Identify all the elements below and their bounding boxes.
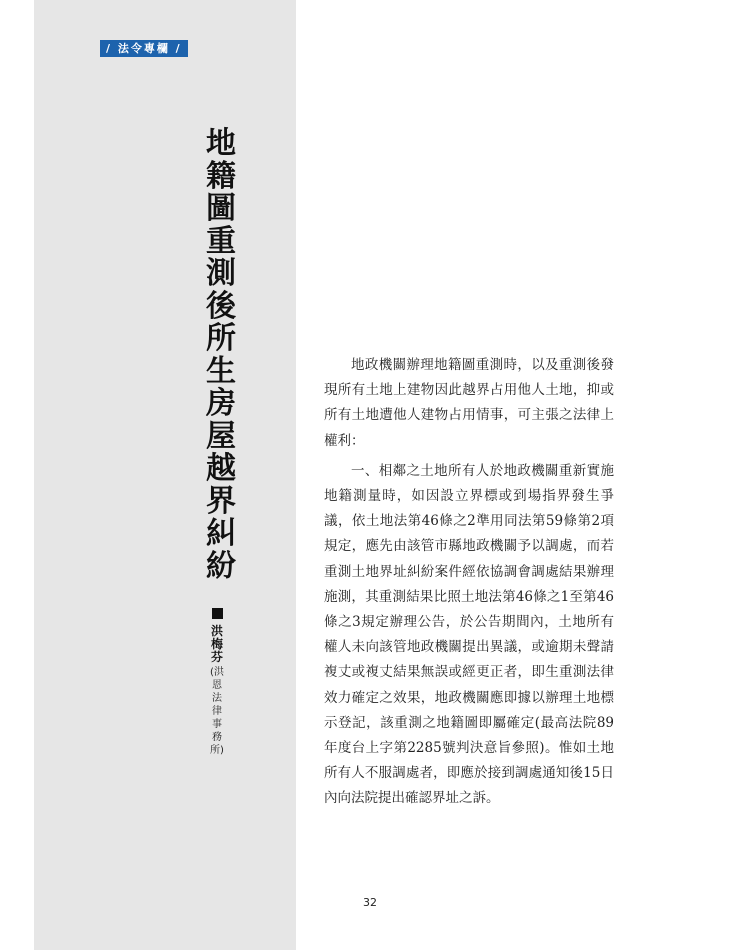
bullet-square-icon [212, 608, 223, 619]
column-tag: / 法令專欄 / [100, 40, 188, 57]
article-body [324, 353, 614, 817]
author-name: 洪梅芬 [210, 624, 223, 664]
author-byline [205, 608, 229, 757]
author-affiliation: (洪恩法律事務所) [210, 667, 224, 756]
side-panel [34, 0, 296, 950]
page-number [0, 896, 740, 909]
article-title: 地籍圖重測後所生房屋越界糾紛 [206, 126, 236, 584]
paragraph-intro: 地政機關辦理地籍圖重測時，以及重測後發現所有土地上建物因此越界占用他人土地，抑或所有土地遭他人建物占用情事，可主張之法律上權利： [324, 357, 614, 449]
page-number-text: 32 [363, 896, 377, 909]
paragraph-point-one: 一、相鄰之土地所有人於地政機關重新實施地籍測量時，如因設立界標或到場指界發生爭議，依土地法第46條之2準用同法第59條第2項規定，應先由該管市縣地政機關予以調處，而若重測土地界址糾紛案件經依協調會調處結果辦理施測，其重測結果比照土地法第46條之1至第46條之3規定辦理公告，於公告期間內，土地所有權人未向該管地政機關提出異議，或逾期未聲請複丈或複丈結果無誤或經更正者，即生重測法律效力確定之效果，地政機關應即據以辦理土地標示登記，該重測之地籍圖即屬確定(最高法院89年度台上字第2285號判決意旨參照)。惟如土地所有人不服調處者，即應於接到調處通知後15日內向法院提出確認界址之訴。 [324, 462, 614, 807]
